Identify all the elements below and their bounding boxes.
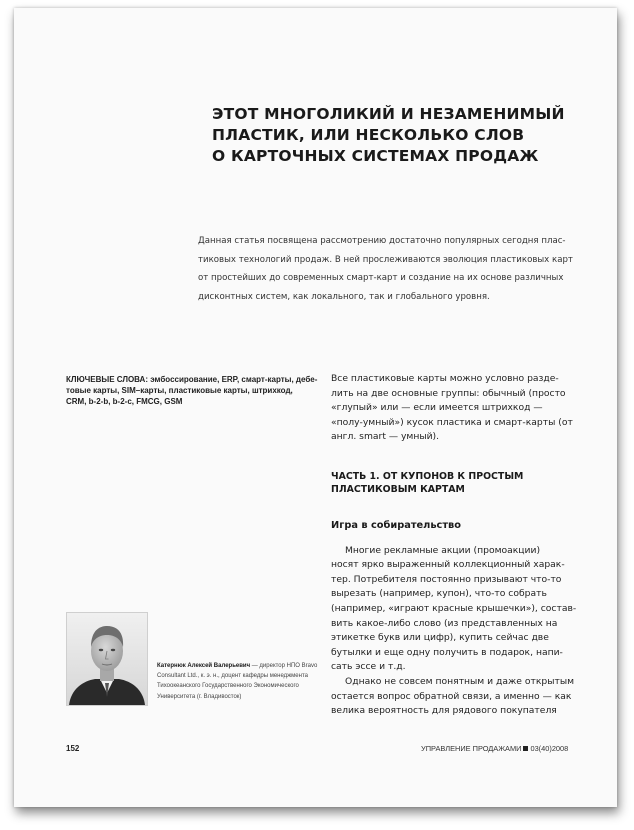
- body-line: (например, «играют красные крышечки»), состав-: [331, 602, 577, 614]
- author-line: Тихоокеанского Государственного Экономического: [157, 683, 299, 690]
- keywords-line: КЛЮЧЕВЫЕ СЛОВА: эмбоссирование, ERP, смарт-карты, дебе-: [66, 375, 318, 384]
- section-heading-line: ЧАСТЬ 1. ОТ КУПОНОВ К ПРОСТЫМ: [331, 470, 524, 482]
- author-portrait-image: [67, 613, 147, 705]
- author-line: [157, 661, 332, 671]
- subsection-heading: Игра в собирательство: [331, 519, 461, 531]
- keywords-line: CRM, b-2-b, b-2-c, FMCG, GSM: [66, 397, 183, 406]
- author-name: Катернюк Алексей Валерьевич: [157, 663, 251, 669]
- body-line: носят ярко выраженный коллекционный харак-: [331, 559, 565, 571]
- body-line: тер. Потребителя постоянно призывают что-то: [331, 573, 562, 585]
- article-abstract: [198, 232, 578, 306]
- abstract-line: тиковых технологий продаж. В ней прослеживаются эволюция пластиковых карт: [198, 254, 573, 265]
- keywords-line: товые карты, SIM–карты, пластиковые карты, штрихкод,: [66, 386, 293, 395]
- body-paragraph: [331, 675, 581, 719]
- body-line: вить какое-либо слово (из представленных на: [331, 617, 558, 629]
- author-line: Университета (г. Владивосток): [157, 693, 242, 700]
- intro-paragraph: [331, 372, 581, 445]
- body-line: англ. smart — умный).: [331, 431, 440, 443]
- journal-footer: [421, 744, 568, 753]
- body-line: бутылки и еще одну получить в подарок, напи-: [331, 646, 563, 658]
- author-line: Consultant Ltd., к. э. н., доцент кафедры менеджмента: [157, 673, 308, 680]
- body-line: Однако не совсем понятным и даже открытым: [345, 675, 575, 687]
- body-line: «глупый» или — если имеется штрихкод —: [331, 402, 543, 414]
- body-line: вырезать (например, купон), что-то собрать: [331, 588, 547, 600]
- square-bullet-icon: [523, 746, 528, 751]
- body-line: этикетке букв или цифр), купить сейчас две: [331, 632, 549, 644]
- body-line: Многие рекламные акции (промоакции): [345, 544, 541, 556]
- body-line: сать эссе и т.д.: [331, 661, 406, 673]
- title-line: ЭТОТ МНОГОЛИКИЙ И НЕЗАМЕНИМЫЙ: [212, 105, 565, 123]
- article-body-column: [331, 372, 581, 719]
- journal-name: УПРАВЛЕНИЕ ПРОДАЖАМИ: [421, 744, 522, 753]
- journal-issue: 03(40)2008: [530, 744, 569, 753]
- article-title: [212, 104, 592, 167]
- body-line: «полу-умный») кусок пластика и смарт-карты (от: [331, 416, 573, 428]
- author-info: [157, 661, 332, 702]
- title-line: ПЛАСТИК, ИЛИ НЕСКОЛЬКО СЛОВ: [212, 126, 525, 144]
- body-line: лить на две основные группы: обычный (просто: [331, 387, 566, 399]
- body-line: Все пластиковые карты можно условно разде-: [331, 373, 559, 384]
- body-paragraph: [331, 544, 581, 675]
- abstract-line: дисконтных систем, как локального, так и глобального уровня.: [198, 291, 490, 302]
- abstract-line: от простейших до современных смарт-карт и создание на их основе различных: [198, 273, 564, 283]
- author-role: — директор НПО Bravo: [250, 663, 318, 669]
- title-line: О КАРТОЧНЫХ СИСТЕМАХ ПРОДАЖ: [212, 147, 539, 165]
- section-heading-line: ПЛАСТИКОВЫМ КАРТАМ: [331, 484, 465, 496]
- body-line: остается вопрос обратной связи, а именно — как: [331, 690, 572, 702]
- author-photo: [66, 612, 148, 706]
- page-number: 152: [66, 744, 80, 753]
- keywords-block: [66, 374, 326, 407]
- abstract-line: Данная статья посвящена рассмотрению достаточно популярных сегодня плас-: [198, 236, 566, 246]
- section-heading: [331, 470, 581, 497]
- body-line: велика вероятность для рядового покупателя: [331, 705, 557, 717]
